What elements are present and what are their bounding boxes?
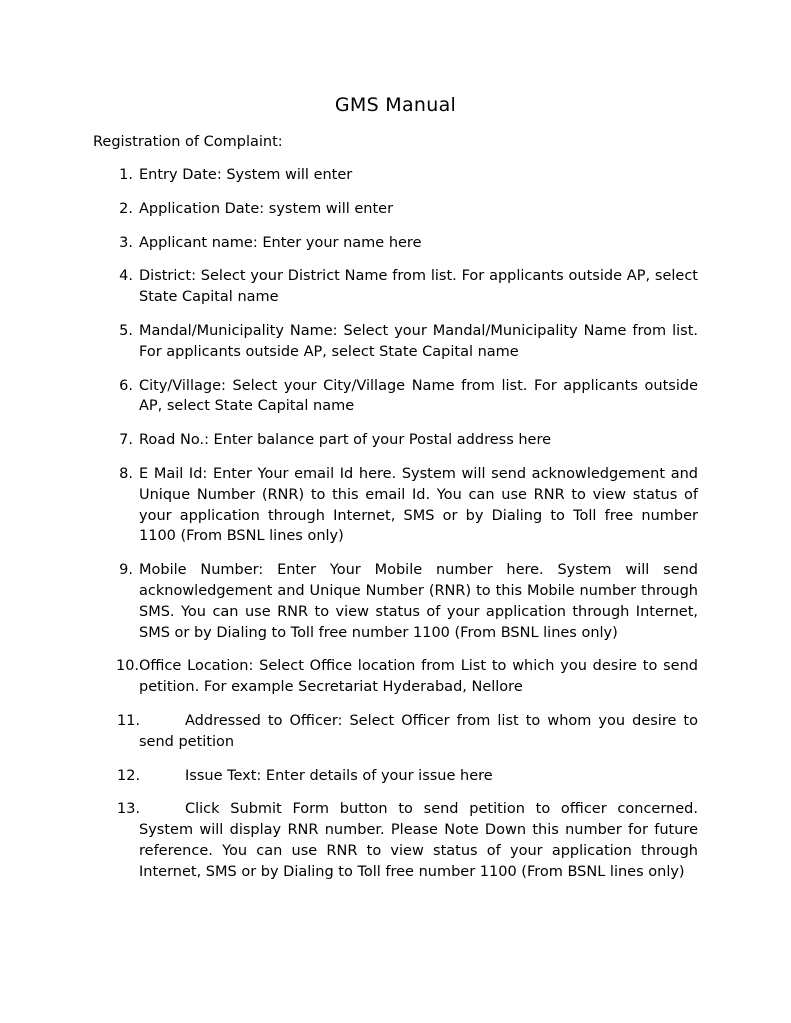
list-item xyxy=(93,430,698,451)
numbered-list xyxy=(93,165,698,896)
list-item xyxy=(93,376,698,418)
list-item-number: 1. xyxy=(119,167,133,183)
list-item-text: Application Date: system will enter xyxy=(139,200,394,217)
list-item-number: 13. xyxy=(117,801,141,818)
list-item xyxy=(93,233,698,254)
list-item-text: Issue Text: Enter details of your issue here xyxy=(185,767,493,784)
list-item-number: 3. xyxy=(119,234,133,251)
list-item-text: City/Village: Select your City/Village Name from list. For applicants outside AP, select State Capital name xyxy=(139,377,698,415)
list-item-text: Office Location: Select Office location from List to which you desire to send petition. For example Secretariat Hyderabad, Nellore xyxy=(139,658,698,696)
list-item-text: Applicant name: Enter your name here xyxy=(139,234,422,251)
list-item-text: Click Submit Form button to send petition to officer concerned. System will display RNR number. Please Note Down this number for future reference. You can use RNR to view status of your application through Internet, SMS or by Dialing to Toll free number 1100 (From BSNL lines only) xyxy=(139,801,698,880)
list-item-text: Addressed to Officer: Select Officer from list to whom you desire to send petition xyxy=(139,712,698,750)
list-item xyxy=(93,656,698,698)
list-item-number: 2. xyxy=(119,200,133,217)
list-item xyxy=(93,321,698,363)
list-item-text: Mobile Number: Enter Your Mobile number here. System will send acknowledgement and Unique Number (RNR) to this Mobile number through SMS. You can use RNR to view status of your application through Internet, SMS or by Dialing to Toll free number 1100 (From BSNL lines only) xyxy=(139,562,698,641)
list-item-number: 12. xyxy=(117,767,141,784)
list-item xyxy=(93,266,698,308)
list-item-number: 10. xyxy=(116,658,140,675)
list-item-text: Mandal/Municipality Name: Select your Mandal/Municipality Name from list. For applicants outside AP, select State Capital name xyxy=(139,322,698,360)
list-item-number: 4. xyxy=(119,268,133,285)
list-item xyxy=(93,199,698,220)
list-item-number: 5. xyxy=(119,322,133,339)
list-item-text: Road No.: Enter balance part of your Postal address here xyxy=(139,432,552,449)
list-item xyxy=(93,464,698,547)
list-item-number: 7. xyxy=(119,432,133,449)
list-item-number: 6. xyxy=(119,377,133,394)
list-item-number: 8. xyxy=(119,465,133,482)
list-item xyxy=(93,711,698,753)
page-title: GMS Manual xyxy=(334,94,457,116)
list-item-text: District: Select your District Name from list. For applicants outside AP, select State Capital name xyxy=(139,268,698,306)
list-item xyxy=(93,766,698,787)
list-item-text: E Mail Id: Enter Your email Id here. System will send acknowledgement and Unique Number (RNR) to this email Id. You can use RNR to view status of your application through Internet, SMS or by Dialing to Toll free number 1100 (From BSNL lines only) xyxy=(139,465,698,545)
list-item-number: 9. xyxy=(119,562,133,579)
list-item-number: 11. xyxy=(117,712,141,729)
section-heading: Registration of Complaint: xyxy=(93,134,283,150)
list-item xyxy=(93,560,698,643)
list-item-text: Entry Date: System will enter xyxy=(139,167,353,183)
list-item xyxy=(93,799,698,882)
list-item xyxy=(93,165,698,186)
